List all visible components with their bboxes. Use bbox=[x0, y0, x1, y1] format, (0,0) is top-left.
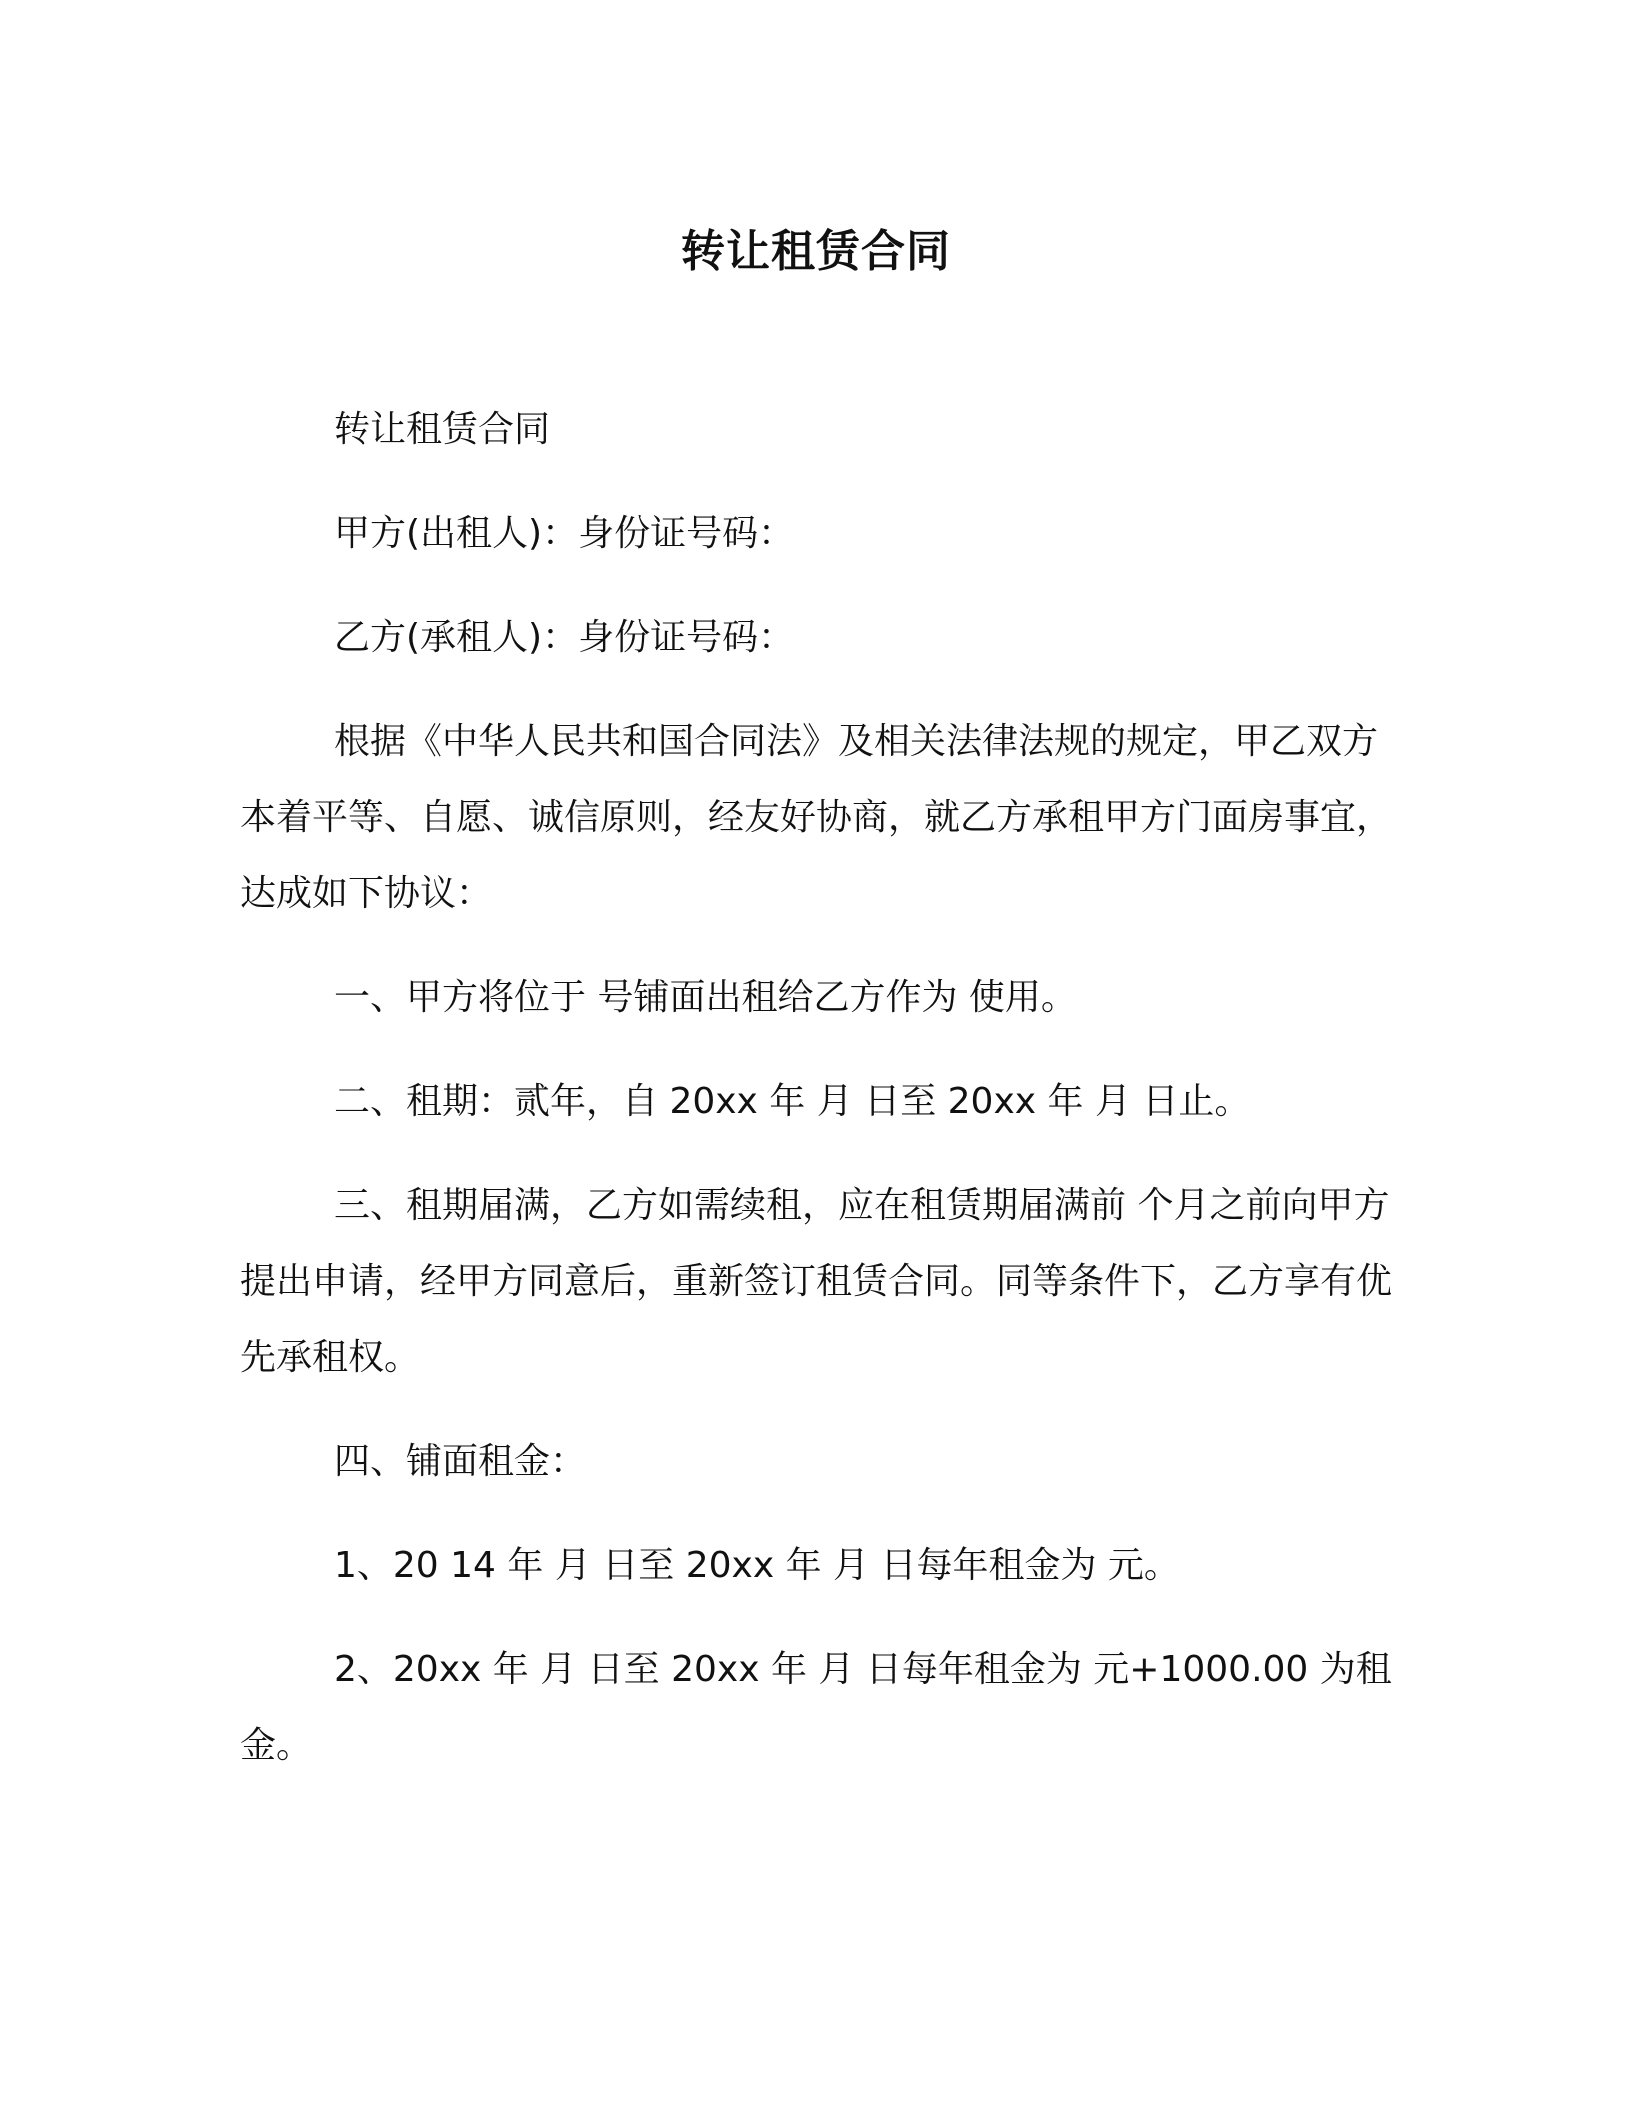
preamble-paragraph: 根据《中华人民共和国合同法》及相关法律法规的规定，甲乙双方本着平等、自愿、诚信原则，经友好协商，就乙方承租甲方门面房事宜，达成如下协议： bbox=[240, 721, 1393, 914]
clause-4-heading: 四、铺面租金： bbox=[334, 1441, 587, 1482]
subtitle-paragraph: 转让租赁合同 bbox=[334, 409, 551, 450]
clause-1: 一、甲方将位于 号铺面出租给乙方作为 使用。 bbox=[334, 977, 1077, 1018]
rent-item-1: 1、20 14 年 月 日至 20xx 年 月 日每年租金为 元。 bbox=[334, 1545, 1180, 1586]
clause-2: 二、租期：贰年，自 20xx 年 月 日至 20xx 年 月 日止。 bbox=[334, 1081, 1251, 1122]
rent-item-2: 2、20xx 年 月 日至 20xx 年 月 日每年租金为 元+1000.00 为租金。 bbox=[240, 1649, 1392, 1766]
document-title: 转让租赁合同 bbox=[681, 226, 951, 277]
party-a-line: 甲方(出租人)：身份证号码： bbox=[334, 513, 795, 554]
party-b-line: 乙方(承租人)：身份证号码： bbox=[334, 617, 795, 658]
document-body bbox=[240, 392, 1392, 1784]
clause-3: 三、租期届满，乙方如需续租，应在租赁期届满前 个月之前向甲方提出申请，经甲方同意后，重新签订租赁合同。同等条件下，乙方享有优先承租权。 bbox=[240, 1185, 1393, 1378]
